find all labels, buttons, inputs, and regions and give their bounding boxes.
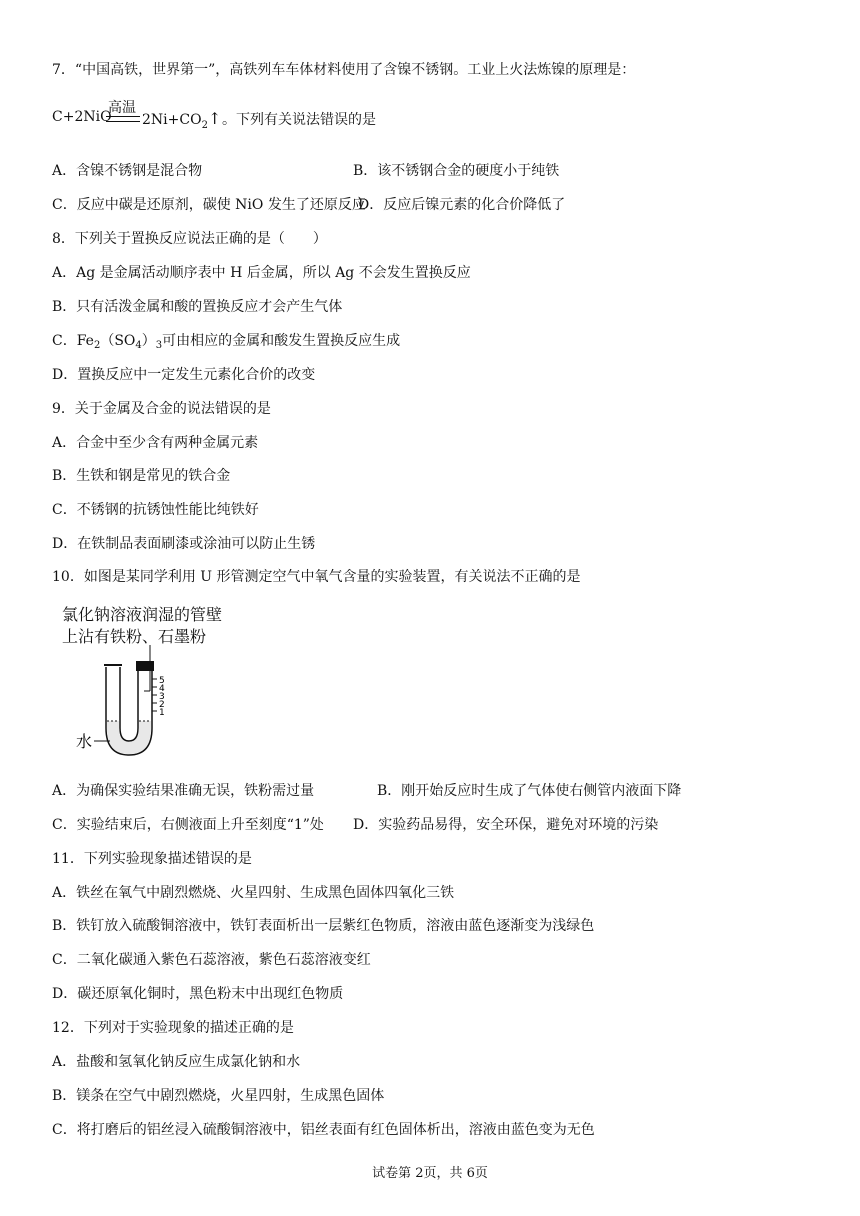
q9-option-c: C．不锈钢的抗锈蚀性能比纯铁好: [52, 502, 259, 518]
gas-arrow-icon: ↑: [207, 109, 222, 128]
scale-label-1: 1: [159, 708, 165, 718]
eq-condition: 高温: [108, 100, 136, 116]
q8-option-a: A．Ag 是金属活动顺序表中 H 后金属，所以 Ag 不会发生置换反应: [52, 265, 471, 281]
q10-option-c: C．实验结束后，右侧液面上升至刻度“1”处: [52, 817, 324, 833]
q10-option-d: D．实验药品易得，安全环保，避免对环境的污染: [353, 817, 659, 833]
figure-caption-line2: 上沾有铁粉、石墨粉: [62, 627, 207, 646]
u-tube-diagram: [58, 603, 258, 763]
q10-option-a: A．为确保实验结果准确无误，铁粉需过量: [52, 783, 315, 799]
q10-stem: 10．如图是某同学利用 U 形管测定空气中氧气含量的实验装置，有关说法不正确的是: [52, 569, 581, 585]
q12-option-b: B．镁条在空气中剧烈燃烧，火星四射，生成黑色固体: [52, 1088, 385, 1104]
q8-option-b: B．只有活泼金属和酸的置换反应才会产生气体: [52, 299, 343, 315]
eq-lhs: C+2NiO: [52, 109, 112, 125]
q12-option-c: C．将打磨后的铝丝浸入硫酸铜溶液中，铝丝表面有红色固体析出，溶液由蓝色变为无色: [52, 1122, 595, 1138]
q11-option-b: B．铁钉放入硫酸铜溶液中，铁钉表面析出一层紫红色物质，溶液由蓝色逐渐变为浅绿色: [52, 918, 595, 934]
q7-option-c: C．反应中碳是还原剂，碳使 NiO 发生了还原反应: [52, 197, 366, 213]
q7-equation: [52, 97, 772, 137]
figure-caption-line1: 氯化钠溶液润湿的管壁: [62, 605, 223, 624]
q8-option-d: D．置换反应中一定发生元素化合价的改变: [52, 367, 316, 383]
q8-stem: 8．下列关于置换反应说法正确的是（ ）: [52, 231, 327, 247]
scale-label-5: 5: [159, 676, 165, 686]
q12-stem: 12．下列对于实验现象的描述正确的是: [52, 1020, 294, 1036]
q11-option-a: A．铁丝在氧气中剧烈燃烧、火星四射、生成黑色固体四氧化三铁: [52, 885, 455, 901]
q9-stem: 9．关于金属及合金的说法错误的是: [52, 401, 271, 417]
scale-label-4: 4: [159, 684, 165, 694]
eq-double-bar: [106, 116, 140, 122]
q7-option-b: B．该不锈钢合金的硬度小于纯铁: [353, 163, 560, 179]
q9-option-b: B．生铁和钢是常见的铁合金: [52, 468, 231, 484]
q11-option-d: D．碳还原氧化铜时，黑色粉末中出现红色物质: [52, 986, 344, 1002]
q9-option-d: D．在铁制品表面刷漆或涂油可以防止生锈: [52, 536, 316, 552]
q11-option-c: C．二氧化碳通入紫色石蕊溶液，紫色石蕊溶液变红: [52, 952, 371, 968]
page-footer: 试卷第 2页，共 6页: [372, 1166, 488, 1181]
scale-label-3: 3: [159, 692, 165, 702]
scale-label-2: 2: [159, 700, 165, 710]
eq-tail: 。下列有关说法错误的是: [222, 112, 376, 128]
q7-option-d: D．反应后镍元素的化合价降低了: [358, 197, 566, 213]
q10-option-b: B．刚开始反应时生成了气体使右侧管内液面下降: [377, 783, 682, 799]
q11-stem: 11．下列实验现象描述错误的是: [52, 851, 252, 867]
water-label: 水: [76, 732, 93, 751]
u-tube-figure: [58, 603, 258, 763]
q7-option-a: A．含镍不锈钢是混合物: [52, 163, 203, 179]
eq-rhs: $2Ni+CO_2↑$: [142, 109, 222, 131]
q12-option-a: A．盐酸和氢氧化钠反应生成氯化钠和水: [52, 1054, 301, 1070]
q9-option-a: A．合金中至少含有两种金属元素: [52, 435, 259, 451]
q8-option-c: C．$Fe_2(SO_4)_3$可由相应的金属和酸发生置换反应生成: [52, 333, 401, 351]
q7-stem: 7．“中国高铁，世界第一”，高铁列车车体材料使用了含镍不锈钢。工业上火法炼镍的原理是：: [52, 62, 636, 78]
